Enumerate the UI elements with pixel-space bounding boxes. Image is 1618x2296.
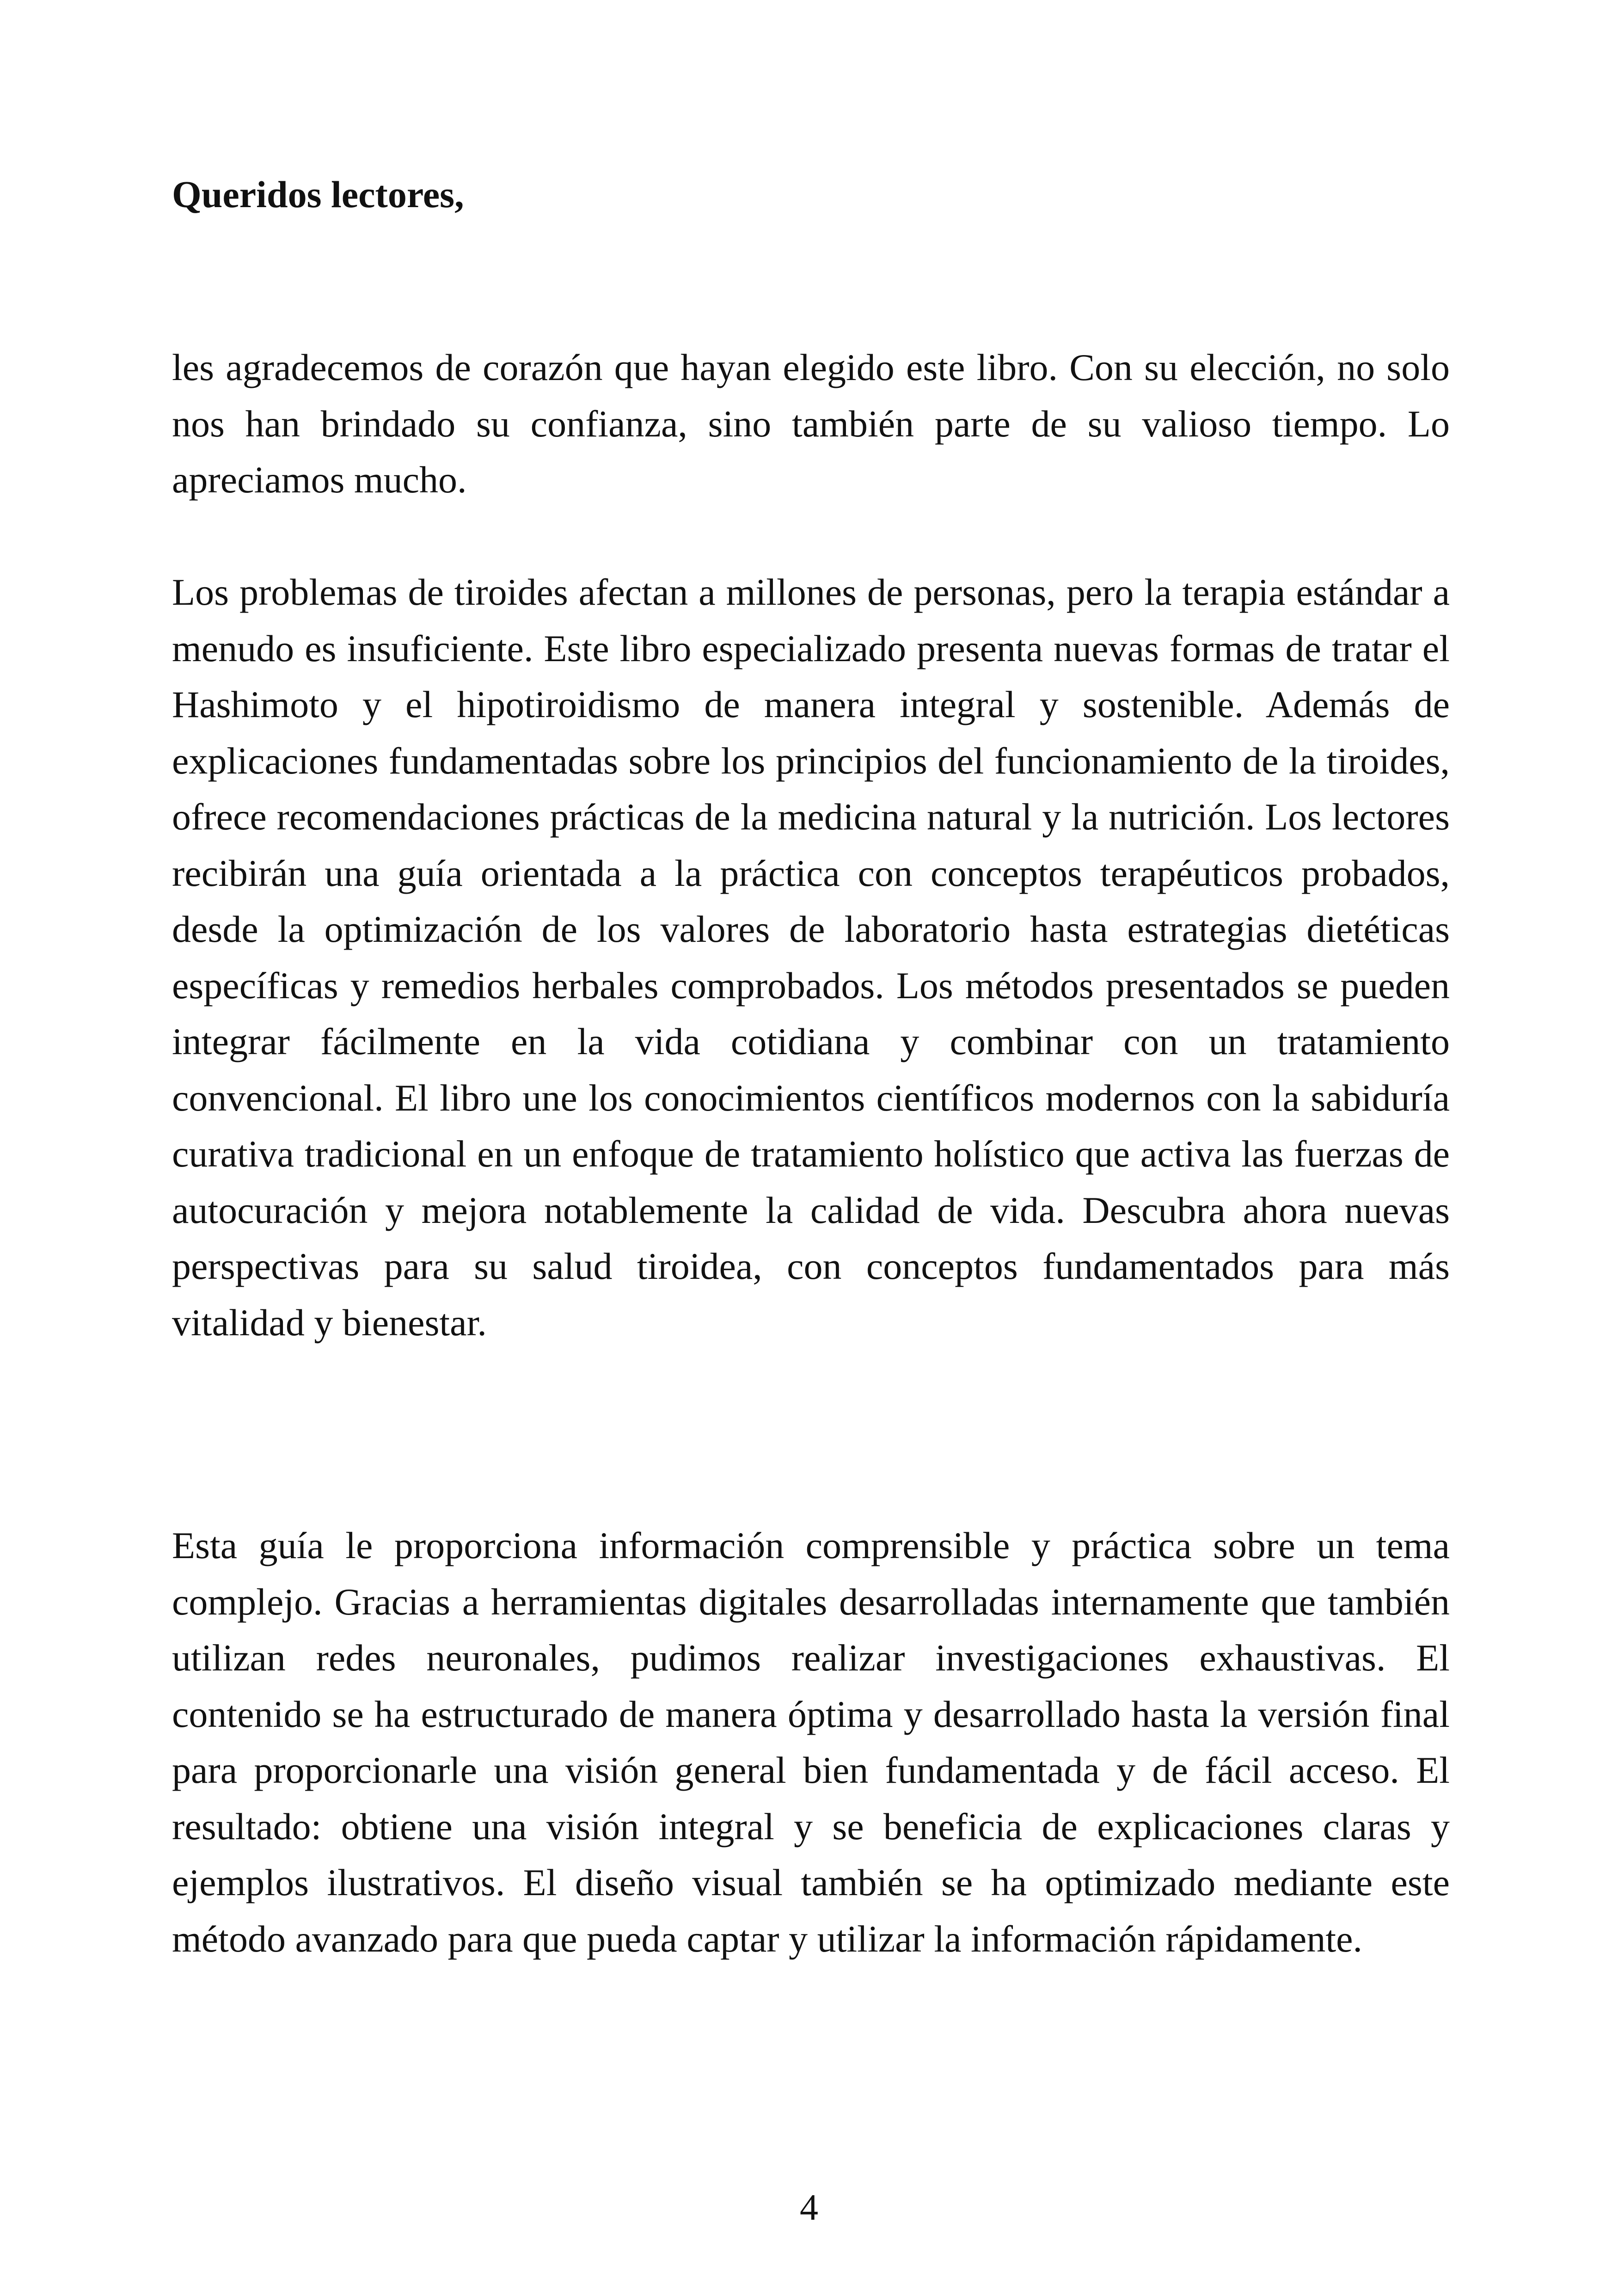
paragraph-thyroid [172,564,1450,1351]
paragraph-text: Esta guía le proporciona información comprensible y práctica sobre un tema complejo. Gracias a herramientas digitales desarrolladas internamente que también utilizan redes neuronales, pudimos realizar investigaciones exhaustivas. El contenido se ha estructurado de manera óptima y desarrollado hasta la versión final para proporcionarle una visión general bien fundamentada y de fácil acceso. El resultado: obtiene una visión integral y se beneficia de explicaciones claras y ejemplos ilustrativos. El diseño visual también se ha optimizado mediante este método avanzado para que pueda captar y utilizar la información rápidamente. [172,1524,1450,1960]
paragraph-guide [172,1517,1450,1967]
greeting-heading: Queridos lectores, [172,173,464,215]
paragraph-thanks [172,339,1450,508]
page-number: 4 [800,2187,818,2228]
paragraph-text: les agradecemos de corazón que hayan elegido este libro. Con su elección, no solo nos han brindado su confianza, sino también parte de su valioso tiempo. Lo apreciamos mucho. [172,346,1450,501]
paragraph-text: Los problemas de tiroides afectan a millones de personas, pero la terapia estándar a menudo es insuficiente. Este libro especializado presenta nuevas formas de tratar el Hashimoto y el hipotiroidismo de manera integral y sostenible. Además de explicaciones fundamentadas sobre los principios del funcionamiento de la tiroides, ofrece recomendaciones prácticas de la medicina natural y la nutrición. Los lectores recibirán una guía orientada a la práctica con conceptos terapéuticos probados, desde la optimización de los valores de laboratorio hasta estrategias dietéticas específicas y remedios herbales comprobados. Los métodos presentados se pueden integrar fácilmente en la vida cotidiana y combinar con un tratamiento convencional. El libro une los conocimientos científicos modernos con la sabiduría curativa tradicional en un enfoque de tratamiento holístico que activa las fuerzas de autocuración y mejora notablemente la calidad de vida. Descubra ahora nuevas perspectivas para su salud tiroidea, con conceptos fundamentados para más vitalidad y bienestar. [172,571,1450,1344]
